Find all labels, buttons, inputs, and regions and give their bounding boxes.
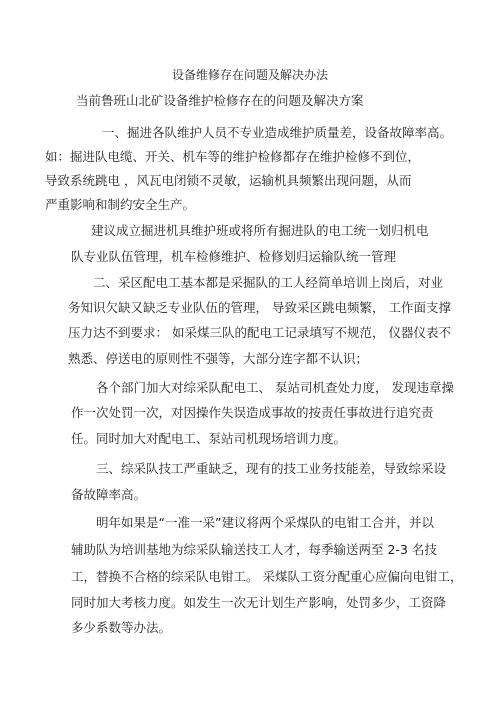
paragraph-line: 熟悉、停送电的原则性不强等，大部分连字都不认识；: [68, 351, 369, 366]
paragraph-line: 作一次处罚一次，对因操作失误造成事故的按责任事故进行追究责: [71, 405, 434, 420]
paragraph-line: 备故障率高。: [71, 487, 147, 502]
paragraph-line: 辅助队为培训基地为综采队输送技工人才，每季输送两至 2-3 名技: [71, 542, 437, 557]
paragraph-line: 严重影响和制约安全生产。: [45, 197, 196, 212]
paragraph-line: 队专业队伍管理，机车检修维护、检修划归运输队统一管理: [71, 249, 397, 264]
document-title: 设备维修存在问题及解决办法: [171, 68, 328, 82]
paragraph-line: 工，替换不合格的综采队电钳工。 采煤队工资分配重心应偏向电钳工，: [71, 569, 463, 584]
paragraph-line: 务知识欠缺又缺乏专业队伍的管理， 导致采区跳电频繁， 工作面支撑: [68, 300, 451, 315]
paragraph-line: 导致系统跳电 ，风瓦电闭锁不灵敏，运输机具频繁出现问题，从而: [45, 173, 412, 188]
paragraph-line: 三、综采队技工严重缺乏，现有的技工业务技能差，导致综采设: [96, 461, 447, 476]
paragraph-line: 一、掘进各队维护人员不专业造成维护质量差，设备故障率高。: [102, 125, 453, 140]
paragraph-line: 建议成立掘进机具维护班或将所有掘进队的电工统一划归机电: [91, 223, 429, 238]
paragraph-line: 如：掘进队电缆、开关、机车等的维护检修都存在维护检修不到位，: [45, 149, 421, 164]
paragraph-line: 各个部门加大对综采队配电工、 泵站司机查处力度， 发现违章操: [96, 380, 454, 395]
paragraph-line: 多少系数等办法。: [71, 620, 172, 635]
paragraph-line: 明年如果是“一准一采”建议将两个采煤队的电钳工合并，并以: [96, 515, 434, 530]
paragraph-line: 压力达不到要求： 如采煤三队的配电工记录填写不规范， 仪器仪表不: [68, 325, 451, 340]
document-subtitle: 当前鲁班山北矿设备维护检修存在的问题及解决方案: [76, 93, 364, 108]
paragraph-line: 二、采区配电工基本都是采掘队的工人经简单培训上岗后，对业: [93, 275, 444, 290]
paragraph-line: 任。同时加大对配电工、泵站司机现场培训力度。: [71, 431, 347, 446]
paragraph-line: 同时加大考核力度。如发生一次无计划生产影响，处罚多少，工资降: [71, 595, 447, 610]
